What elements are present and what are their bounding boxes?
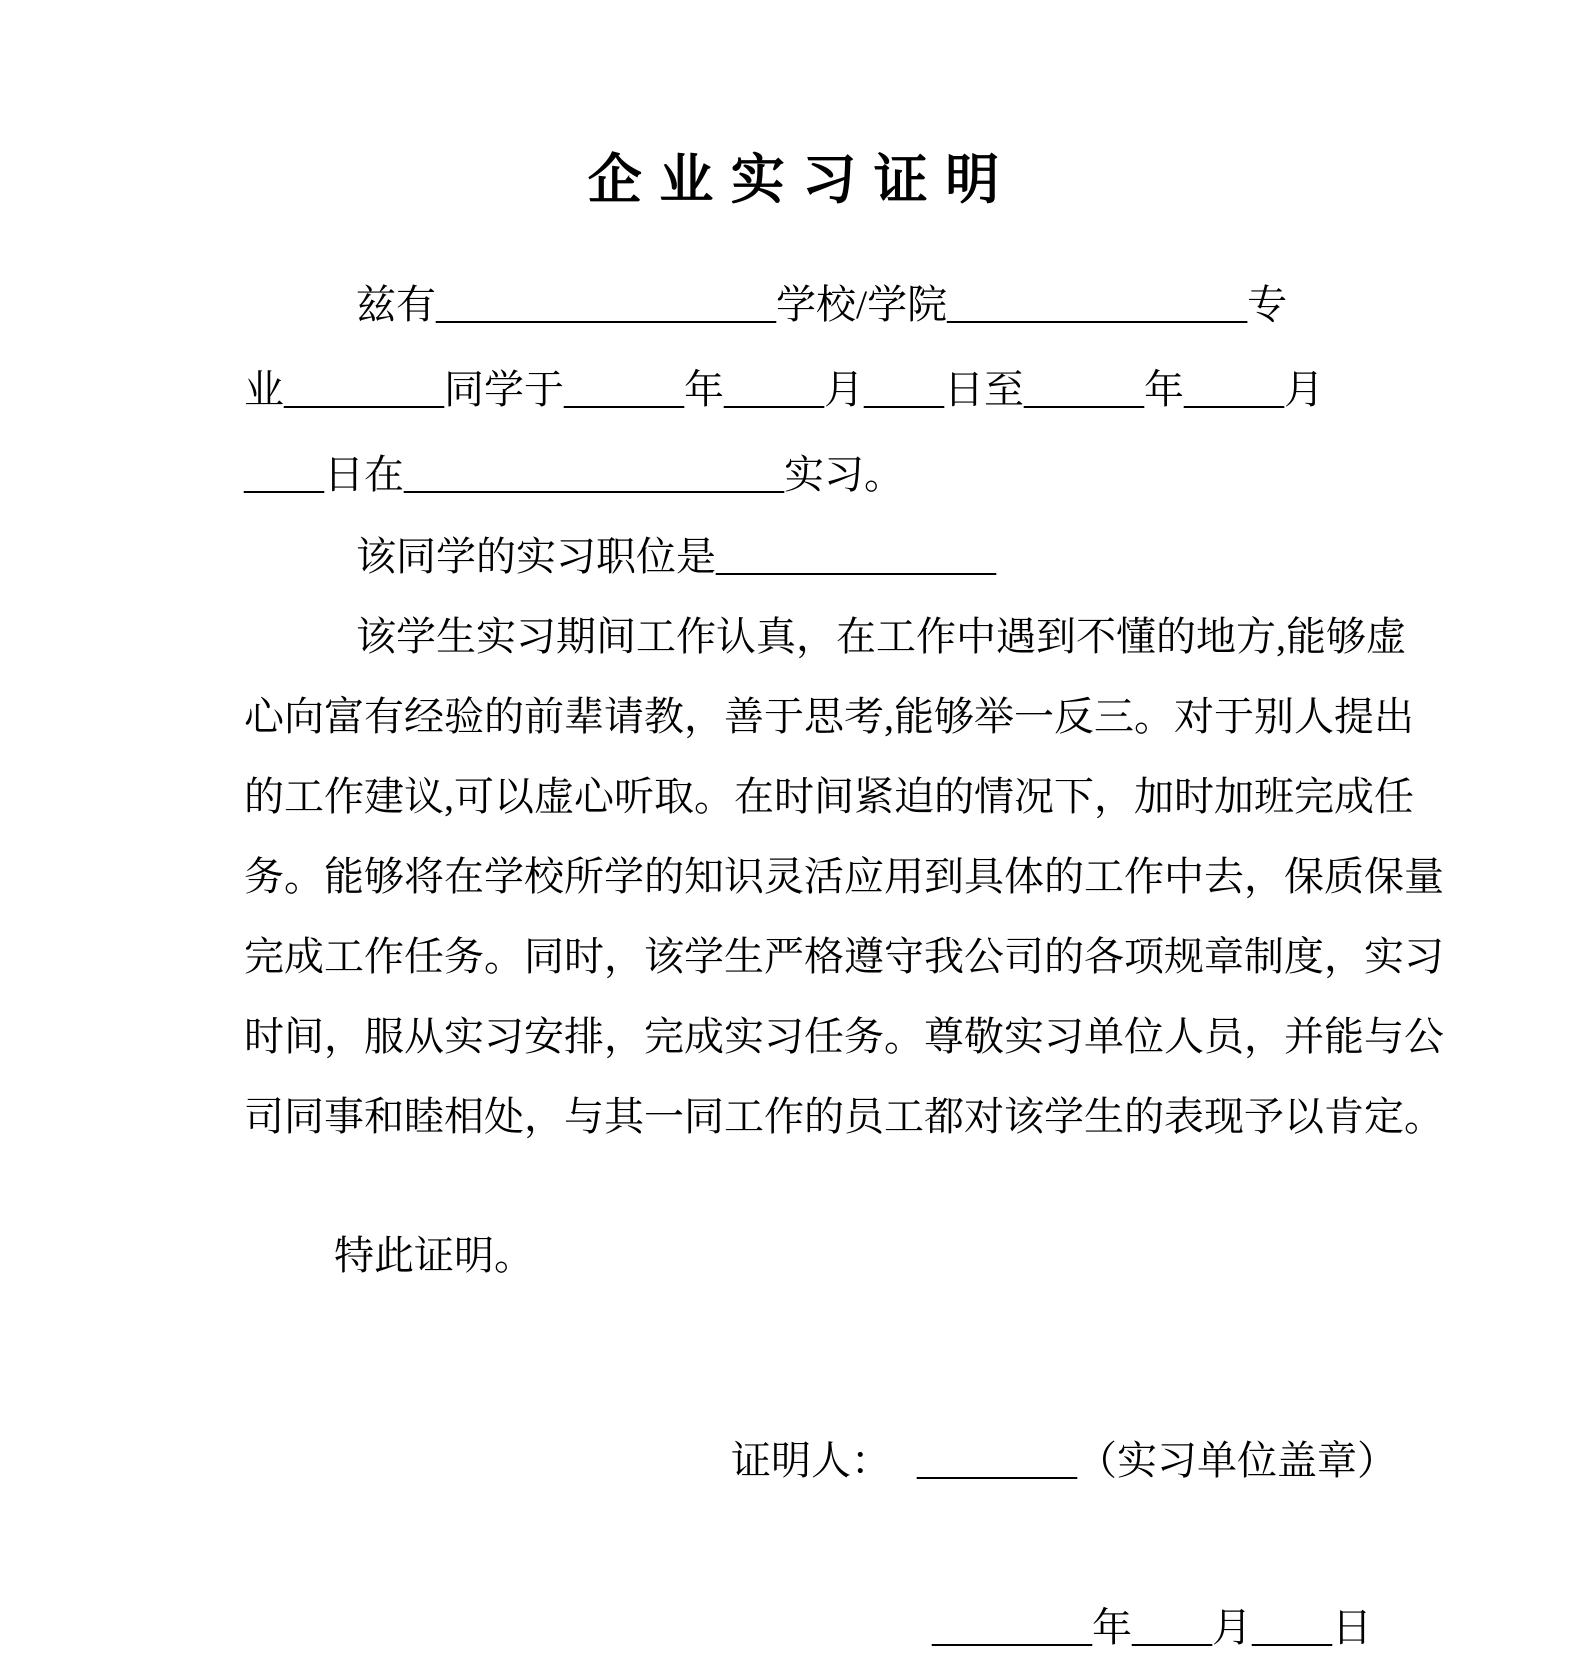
- evaluation-line-6: 时间，服从实习安排，完成实习任务。尊敬实习单位人员，并能与公: [244, 1014, 1444, 1059]
- evaluation-line-4: 务。能够将在学校所学的知识灵活应用到具体的工作中去，保质保量: [244, 854, 1444, 899]
- evaluation-line-7: 司同事和睦相处，与其一同工作的员工都对该学生的表现予以肯定。: [244, 1094, 1444, 1139]
- evaluation-line-5: 完成工作任务。同时，该学生严格遵守我公司的各项规章制度，实习: [244, 934, 1444, 979]
- evaluation-line-2: 心向富有经验的前辈请教，善于思考,能够举一反三。对于别人提出: [244, 694, 1414, 739]
- seal-note: （实习单位盖章）: [1077, 1438, 1397, 1483]
- document-title: 企 业 实 习 证 明: [587, 150, 1002, 210]
- intro-line-2: 业________同学于______年_____月____日至______年_____月: [244, 367, 1324, 412]
- signer-line: [244, 1421, 1397, 1501]
- closing-statement: 特此证明。: [334, 1233, 534, 1278]
- signer-blank: ________: [917, 1438, 1077, 1483]
- evaluation-line-3: 的工作建议,可以虚心听取。在时间紧迫的情况下，加时加班完成任: [244, 774, 1414, 819]
- internship-position-line: 该同学的实习职位是______________: [356, 534, 996, 579]
- evaluation-line-1: 该学生实习期间工作认真，在工作中遇到不懂的地方,能够虚: [356, 614, 1406, 659]
- signer-label: 证明人：: [731, 1438, 891, 1483]
- intro-line-1: 兹有_________________学校/学院_______________专: [356, 282, 1288, 327]
- date-line: ________年____月____日: [932, 1605, 1372, 1650]
- intro-line-3: ____日在___________________实习。: [244, 452, 904, 497]
